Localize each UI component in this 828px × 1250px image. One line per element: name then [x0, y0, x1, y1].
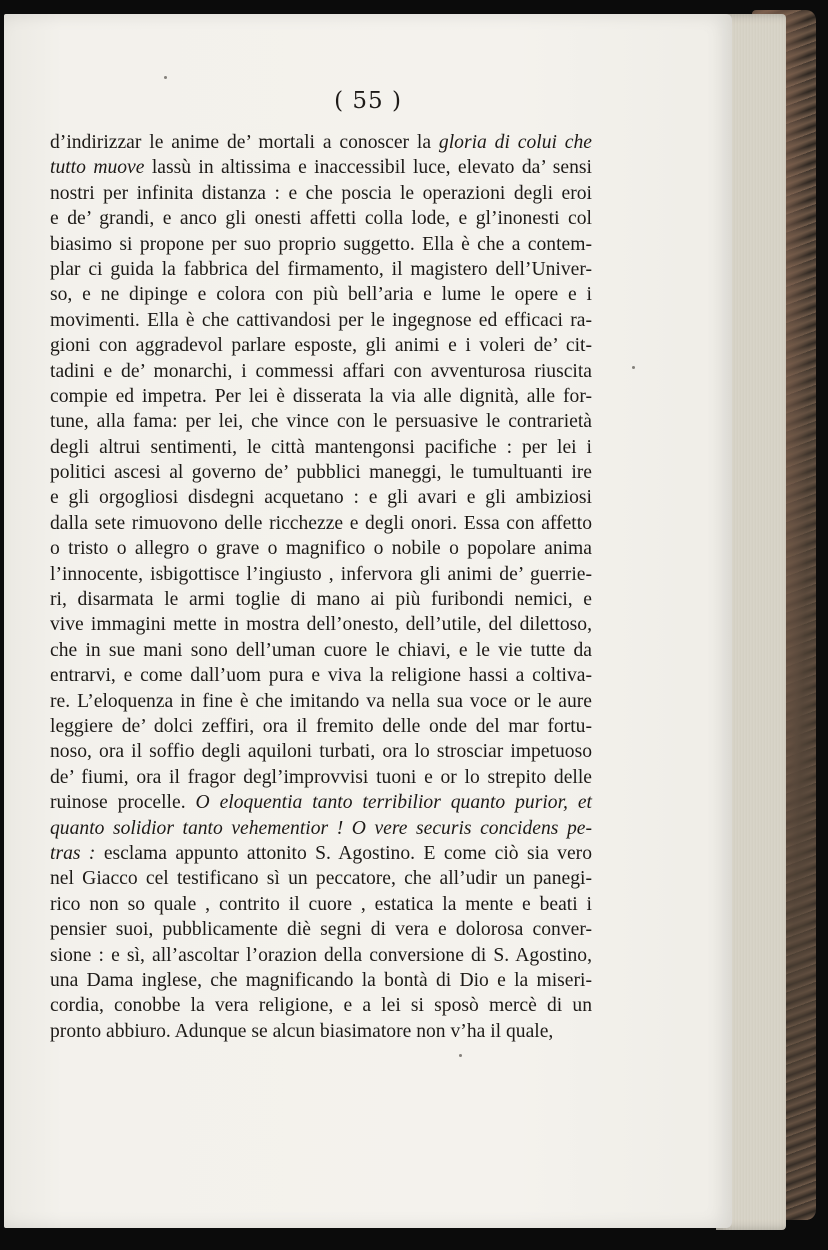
text-line [50, 409, 592, 434]
text-line [50, 257, 592, 282]
text-line [50, 866, 592, 891]
paper-speck [632, 366, 635, 369]
text-segment: degli altrui sentimenti, le città mantengonsi pacifiche : per lei i [50, 436, 592, 458]
text-segment: cordia, conobbe la vera religione, e a lei si sposò mercè di un [50, 995, 592, 1017]
text-segment: una Dama inglese, che magnificando la bontà di Dio e la miseri- [50, 969, 592, 991]
italic-text-segment: O eloquentia tanto terribilior quanto purior, et [195, 792, 592, 814]
text-line [50, 638, 592, 663]
text-line [50, 460, 592, 485]
text-line [50, 562, 592, 587]
text-segment: nel Giacco cel testificano sì un peccatore, che all’udir un panegi- [50, 868, 592, 890]
text-line [50, 993, 592, 1018]
page-number: ( 55 ) [334, 88, 402, 114]
text-line [50, 943, 592, 968]
text-segment: tune, alla fama: per lei, che vince con le persuasive le contrarietà [50, 411, 592, 433]
text-line [50, 206, 592, 231]
text-segment: de’ fiumi, ora il fragor degl’improvvisi tuoni e or lo strepito delle [50, 766, 592, 788]
text-line [50, 536, 592, 561]
italic-text-segment: quanto solidior tanto vehementior ! O vere securis concidens pe- [50, 817, 592, 839]
text-segment: sione : e sì, all’ascoltar l’orazion della conversione di S. Agostino, [50, 944, 592, 966]
body-text [50, 130, 592, 1044]
text-line [50, 739, 592, 764]
text-line [50, 587, 592, 612]
text-segment: entrarvi, e come dall’uom pura e viva la religione hassi a coltiva- [50, 665, 592, 687]
text-segment: biasimo si propone per suo proprio suggetto. Ella è che a contem- [50, 233, 592, 255]
text-line [50, 511, 592, 536]
text-line [50, 181, 592, 206]
text-segment: tadini e de’ monarchi, i commessi affari con avventurosa riuscita [50, 360, 592, 382]
text-segment: e de’ grandi, e anco gli onesti affetti colla lode, e gl’inonesti col [50, 208, 592, 230]
text-segment: l’innocente, isbigottisce l’ingiusto , infervora gli animi de’ guerrie- [50, 563, 592, 585]
paper-speck [164, 76, 167, 79]
text-segment: noso, ora il soffio degli aquiloni turbati, ora lo strosciar impetuoso [50, 741, 592, 763]
text-line [50, 917, 592, 942]
text-segment: pensier suoi, pubblicamente diè segni di vera e dolorosa conver- [50, 919, 592, 941]
text-line [50, 308, 592, 333]
paper-speck [459, 1054, 462, 1057]
book-page [4, 14, 732, 1228]
text-segment: o tristo o allegro o grave o magnifico o nobile o popolare anima [50, 538, 592, 560]
text-line [50, 282, 592, 307]
text-segment: gioni con aggradevol parlare esposte, gli animi e i voleri de’ cit- [50, 335, 592, 357]
text-line [50, 435, 592, 460]
text-segment: so, e ne dipinge e colora con più bell’aria e lume le opere e i [50, 284, 592, 306]
text-line [50, 359, 592, 384]
text-segment: plar ci guida la fabbrica del firmamento, il magistero dell’Univer- [50, 258, 592, 280]
italic-text-segment: tutto muove [50, 157, 145, 179]
text-segment: ri, disarmata le armi toglie di mano ai più furibondi nemici, e [50, 589, 592, 611]
text-line [50, 612, 592, 637]
text-line [50, 333, 592, 358]
italic-text-segment: gloria di colui che [438, 132, 592, 153]
text-segment: re. L’eloquenza in fine è che imitando va nella sua voce or le aure [50, 690, 592, 712]
text-line [50, 892, 592, 917]
text-line [50, 232, 592, 257]
text-line [50, 790, 592, 815]
text-segment: vive immagini mette in mostra dell’onesto, dell’utile, del dilettoso, [50, 614, 592, 636]
text-line [50, 130, 592, 155]
text-segment: ruinose procelle. [50, 792, 196, 814]
text-line [50, 765, 592, 790]
text-segment: d’indirizzar le anime de’ mortali a conoscer la [50, 132, 439, 153]
text-segment: dalla sete rimuovono delle ricchezze e degli onori. Essa con affetto [50, 512, 592, 534]
text-line [50, 689, 592, 714]
text-line [50, 714, 592, 739]
text-line [50, 841, 592, 866]
text-line [50, 384, 592, 409]
text-segment: politici ascesi al governo de’ pubblici maneggi, le tumultuanti ire [50, 462, 592, 484]
text-segment: leggiere de’ dolci zeffiri, ora il fremito delle onde del mar fortu- [50, 715, 592, 737]
text-line [50, 485, 592, 510]
text-segment: pronto abbiuro. Adunque se alcun biasimatore non v’ha il quale, [50, 1020, 554, 1042]
text-line [50, 968, 592, 993]
text-segment: esclama appunto attonito S. Agostino. E come ciò sia vero [95, 842, 592, 864]
text-segment: che in sue mani sono dell’uman cuore le chiavi, e le vie tutte da [50, 639, 592, 661]
text-line [50, 1019, 592, 1044]
text-segment: nostri per infinita distanza : e che poscia le operazioni degli eroi [50, 182, 592, 204]
text-segment: movimenti. Ella è che cattivandosi per le ingegnose ed efficaci ra- [50, 309, 592, 331]
text-segment: lassù in altissima e inaccessibil luce, elevato da’ sensi [144, 157, 592, 179]
italic-text-segment: tras : [50, 842, 96, 864]
text-segment: e gli orgogliosi disdegni acquetano : e gli avari e gli ambiziosi [50, 487, 592, 509]
text-line [50, 816, 592, 841]
text-line [50, 663, 592, 688]
text-line [50, 155, 592, 180]
text-segment: compie ed impetra. Per lei è disserata la via alle dignità, alle for- [50, 385, 592, 407]
text-segment: rico non so quale , contrito il cuore , estatica la mente e beati i [50, 893, 592, 915]
